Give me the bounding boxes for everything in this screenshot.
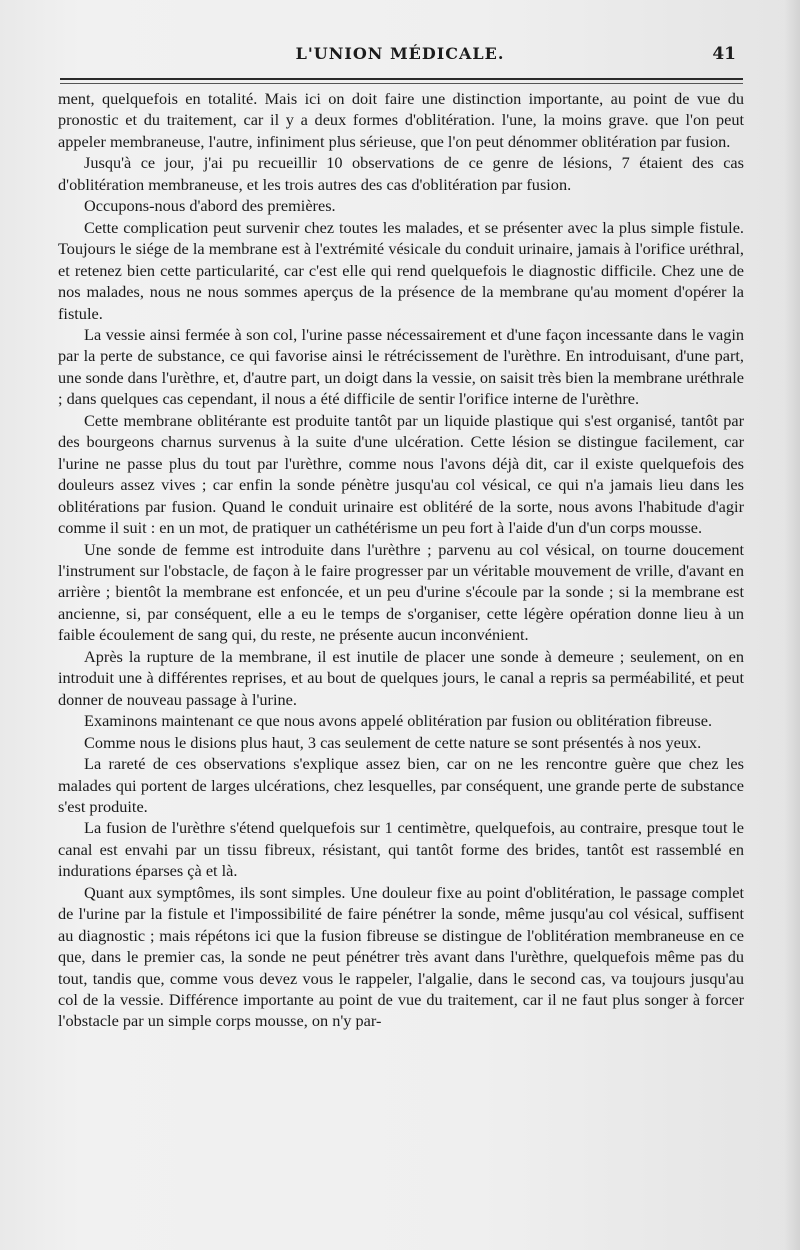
paragraph-11: La rareté de ces observations s'explique assez bien, car on ne les rencontre guère que chez les malades qui portent de larges ulcérations, chez lesquelles, par conséquent, une grande perte de substance s'est produite. [58, 754, 744, 816]
paragraph-6: Cette membrane oblitérante est produite tantôt par un liquide plastique qui s'est organisé, tantôt par des bourgeons charnus survenus à la suite d'une ulcération. Cette lésion se distingue facilement, car l'urine ne passe plus du tout par l'urèthre, comme nous l'avons déjà dit, car il existe quelquefois des douleurs assez vives ; car enfin la sonde pénètre jusqu'au col vésical, ce qui n'a jamais lieu dans les oblitérations par fusion. Quand le conduit urinaire est oblitéré de la sorte, nous avons l'habitude d'agir comme il suit : en un mot, de pratiquer un cathétérisme un peu fort à l'aide d'un d'un corps mousse. [58, 410, 744, 538]
journal-title: L'UNION MÉDICALE. [295, 44, 505, 63]
paragraph-10: Comme nous le disions plus haut, 3 cas seulement de cette nature se sont présentés à nos yeux. [84, 732, 702, 752]
running-head [60, 44, 740, 74]
paragraph-7: Une sonde de femme est introduite dans l'urèthre ; parvenu au col vésical, on tourne doucement l'instrument sur l'obstacle, de façon à le faire progresser par un véritable mouvement de vrille, d'avant en arrière ; bientôt la membrane est enfoncée, et un peu d'urine s'écoule par la sonde ; si la membrane est ancienne, si, par conséquent, elle a eu le temps de s'organiser, cette légère opération donne lieu à un faible écoulement de sang qui, du reste, ne présente aucun inconvénient. [58, 539, 744, 645]
header-rule-thin [60, 83, 743, 84]
header-rule-thick [60, 78, 743, 80]
scan-shadow-edge [784, 0, 800, 1250]
paragraph-13: Quant aux symptômes, ils sont simples. Une douleur fixe au point d'oblitération, le passage complet de l'urine par la fistule et l'impossibilité de faire pénétrer la sonde, même jusqu'au col vésical, suffisent au diagnostic ; mais répétons ici que la fusion fibreuse se distingue de l'oblitération membraneuse en ce que, dans le premier cas, la sonde ne peut pénétrer très avant dans l'urèthre, quelquefois même pas du tout, tandis que, comme vous devez vous le rappeler, l'algalie, dans le second cas, va toujours jusqu'au col de la vessie. Différence importante au point de vue du traitement, car il ne faut plus songer à forcer l'obstacle par un simple corps mousse, on n'y par- [58, 882, 744, 1031]
paragraph-8: Après la rupture de la membrane, il est inutile de placer une sonde à demeure ; seulement, on en introduit une à différentes reprises, et au bout de quelques jours, le canal a repris sa perméabilité, et peut donner de nouveau passage à l'urine. [58, 646, 744, 709]
article-body [58, 88, 744, 1032]
paragraph-9: Examinons maintenant ce que nous avons appelé oblitération par fusion ou oblitération fibreuse. [84, 711, 713, 731]
paragraph-1: ment, quelquefois en totalité. Mais ici on doit faire une distinction importante, au point de vue du pronostic et du traitement, car il y a deux formes d'oblitération. l'une, la moins grave. que l'on peut appeler membraneuse, l'autre, infiniment plus sérieuse, que l'on peut dénommer oblitération par fusion. [58, 89, 744, 151]
paragraph-2: Jusqu'à ce jour, j'ai pu recueillir 10 observations de ce genre de lésions, 7 étaient des cas d'oblitération membraneuse, et les trois autres des cas d'oblitération par fusion. [58, 153, 744, 194]
paragraph-3: Occupons-nous d'abord des premières. [84, 196, 336, 216]
paragraph-5: La vessie ainsi fermée à son col, l'urine passe nécessairement et d'une façon incessante dans le vagin par la perte de substance, ce qui favorise ainsi le rétrécissement de l'urèthre. En introduisant, d'une part, une sonde dans l'urèthre, et, d'autre part, un doigt dans la vessie, on saisit très bien la membrane uréthrale ; dans quelques cas cependant, il nous a été difficile de sentir l'orifice interne de l'urèthre. [58, 324, 744, 409]
paragraph-4: Cette complication peut survenir chez toutes les malades, et se présenter avec la plus simple fistule. Toujours le siége de la membrane est à l'extrémité vésicale du conduit urinaire, jamais à l'orifice uréthral, et retenez bien cette particularité, car c'est elle qui rend quelquefois le diagnostic difficile. Chez une de nos malades, nous ne nous sommes aperçus de la présence de la membrane qu'au moment d'opérer la fistule. [58, 217, 744, 323]
page-number: 41 [712, 44, 736, 64]
paragraph-12: La fusion de l'urèthre s'étend quelquefois sur 1 centimètre, quelquefois, au contraire, presque tout le canal est envahi par un tissu fibreux, résistant, qui tantôt forme des brides, tantôt est rassemblé en indurations éparses çà et là. [58, 818, 744, 881]
